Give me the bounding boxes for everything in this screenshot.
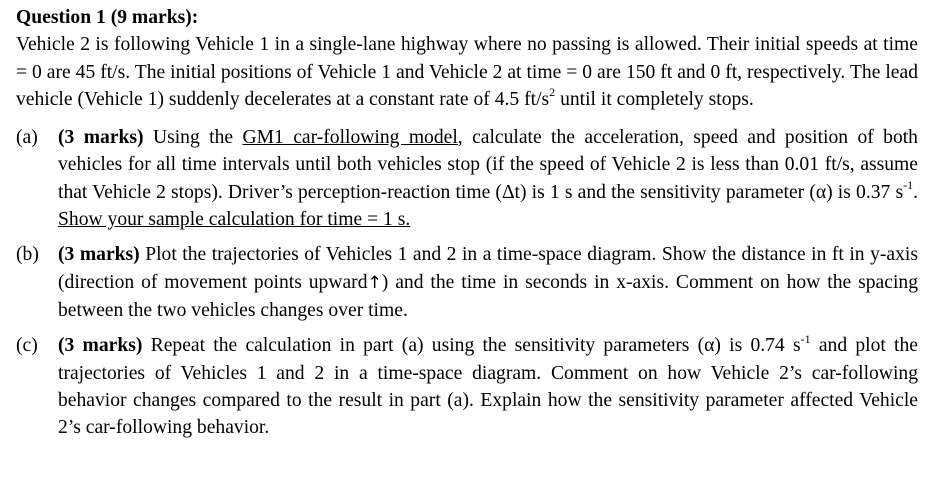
question-parts bbox=[16, 124, 918, 441]
part-a-superscript: -1 bbox=[903, 178, 914, 193]
part-a-text-3: . bbox=[913, 181, 918, 203]
question-document bbox=[16, 4, 918, 449]
part-c-letter: (c) bbox=[16, 335, 38, 357]
part-c-text-2: and plot the trajectories of Vehicles 1 and 2 in a time-space diagram. Comment on how Vehicle 2’s car-following behavior changes compared to the result in part (a). Explain how the sensitivity parameter affected Vehicle 2’s car-following behavior. bbox=[58, 335, 918, 439]
part-c-marks: (3 marks) bbox=[58, 335, 143, 357]
part-a-sample-instruction: Show your sample calculation for time = 1 s. bbox=[58, 209, 411, 231]
part-a-text-2: , calculate the acceleration, speed and position of both vehicles for all time intervals until both vehicles stop (if the speed of Vehicle 2 is less than 0.01 ft/s, assume that Vehicle 2 stops). Driver’s perception-reaction time (Δt) is 1 s and the sensitivity parameter (α) is 0.37 s bbox=[58, 127, 918, 203]
part-b-text-2: ) and the time in seconds in x-axis. Comment on how the spacing between the two vehicles changes over time. bbox=[58, 271, 918, 321]
part-c-superscript: -1 bbox=[800, 331, 811, 346]
part-c bbox=[16, 332, 918, 441]
question-intro bbox=[16, 31, 918, 113]
part-a-text-1: Using the bbox=[143, 127, 243, 149]
part-a-marks: (3 marks) bbox=[58, 127, 144, 149]
intro-text-end: until it completely stops. bbox=[555, 88, 754, 110]
up-arrow-icon: ↑ bbox=[367, 272, 382, 293]
part-b-letter: (b) bbox=[16, 244, 39, 266]
part-a-letter: (a) bbox=[16, 127, 38, 149]
part-b-marks: (3 marks) bbox=[58, 244, 140, 266]
part-b bbox=[16, 241, 918, 324]
intro-text: Vehicle 2 is following Vehicle 1 in a single-lane highway where no passing is allowed. Their initial speeds at time = 0 are 45 ft/s. The initial positions of Vehicle 1 and Vehicle 2 at time = 0 are 150 ft and 0 ft, respectively. The lead vehicle (Vehicle 1) suddenly decelerates at a constant rate of 4.5 ft/s bbox=[16, 34, 918, 110]
question-title: Question 1 (9 marks): bbox=[16, 7, 199, 28]
part-c-text-1: Repeat the calculation in part (a) using the sensitivity parameters (α) is 0.74 s bbox=[142, 335, 801, 357]
part-b-text-1: Plot the trajectories of Vehicles 1 and 2 in a time-space diagram. Show the distance in ft in y-axis (direction of movement points upward bbox=[58, 244, 918, 293]
intro-superscript: 2 bbox=[549, 85, 556, 100]
part-a bbox=[16, 124, 918, 233]
part-a-model-name: GM1 car-following model bbox=[242, 127, 458, 149]
